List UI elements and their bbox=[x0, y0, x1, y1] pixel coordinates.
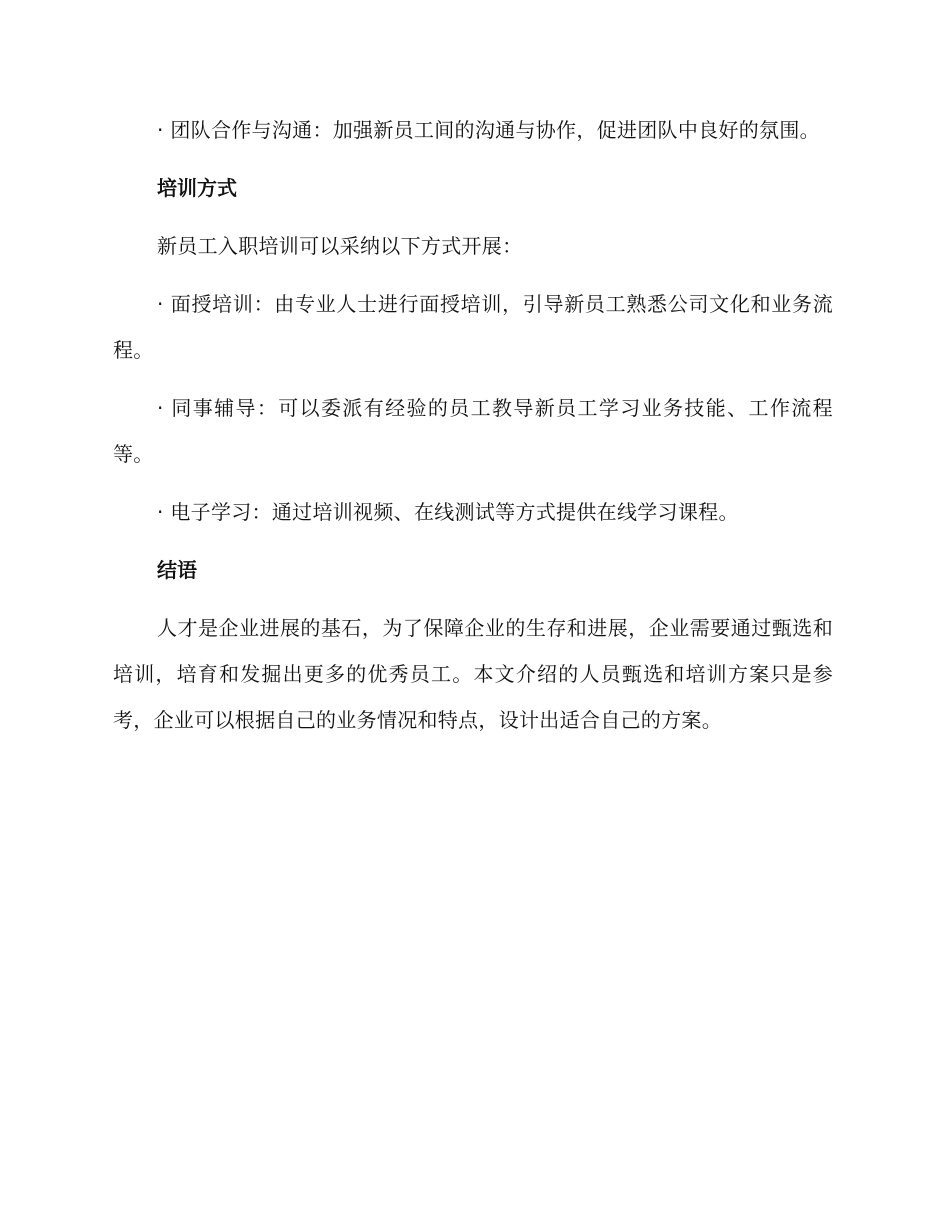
bullet-text: 团队合作与沟通：加强新员工间的沟通与协作，促进团队中良好的氛围。 bbox=[170, 118, 820, 142]
bullet-marker: · bbox=[157, 118, 164, 142]
bullet-text: 电子学习：通过培训视频、在线测试等方式提供在线学习课程。 bbox=[170, 500, 739, 524]
heading-training-methods: 培训方式 bbox=[157, 176, 237, 200]
bullet-marker: · bbox=[157, 292, 164, 316]
heading-conclusion: 结语 bbox=[157, 558, 197, 582]
bullet-text: 同事辅导：可以委派有经验的员工教导新员工学习业务技能、工作流程等。 bbox=[113, 396, 833, 466]
bullet-face-to-face bbox=[113, 281, 833, 373]
bullet-text: 面授培训：由专业人士进行面授培训，引导新员工熟悉公司文化和业务流程。 bbox=[113, 292, 833, 362]
conclusion-body: 人才是企业进展的基石，为了保障企业的生存和进展，企业需要通过甄选和培训，培育和发掘出更多的优秀员工。本文介绍的人员甄选和培训方案只是参考，企业可以根据自己的业务情况和特点，设计出适合自己的方案。 bbox=[113, 616, 833, 732]
bullet-marker: · bbox=[157, 396, 164, 420]
bullet-e-learning bbox=[113, 489, 833, 535]
bullet-marker: · bbox=[157, 500, 164, 524]
bullet-peer-coaching bbox=[113, 385, 833, 477]
bullet-teamwork bbox=[113, 107, 833, 153]
training-methods-intro: 新员工入职培训可以采纳以下方式开展： bbox=[157, 234, 523, 258]
document-body bbox=[113, 107, 833, 755]
